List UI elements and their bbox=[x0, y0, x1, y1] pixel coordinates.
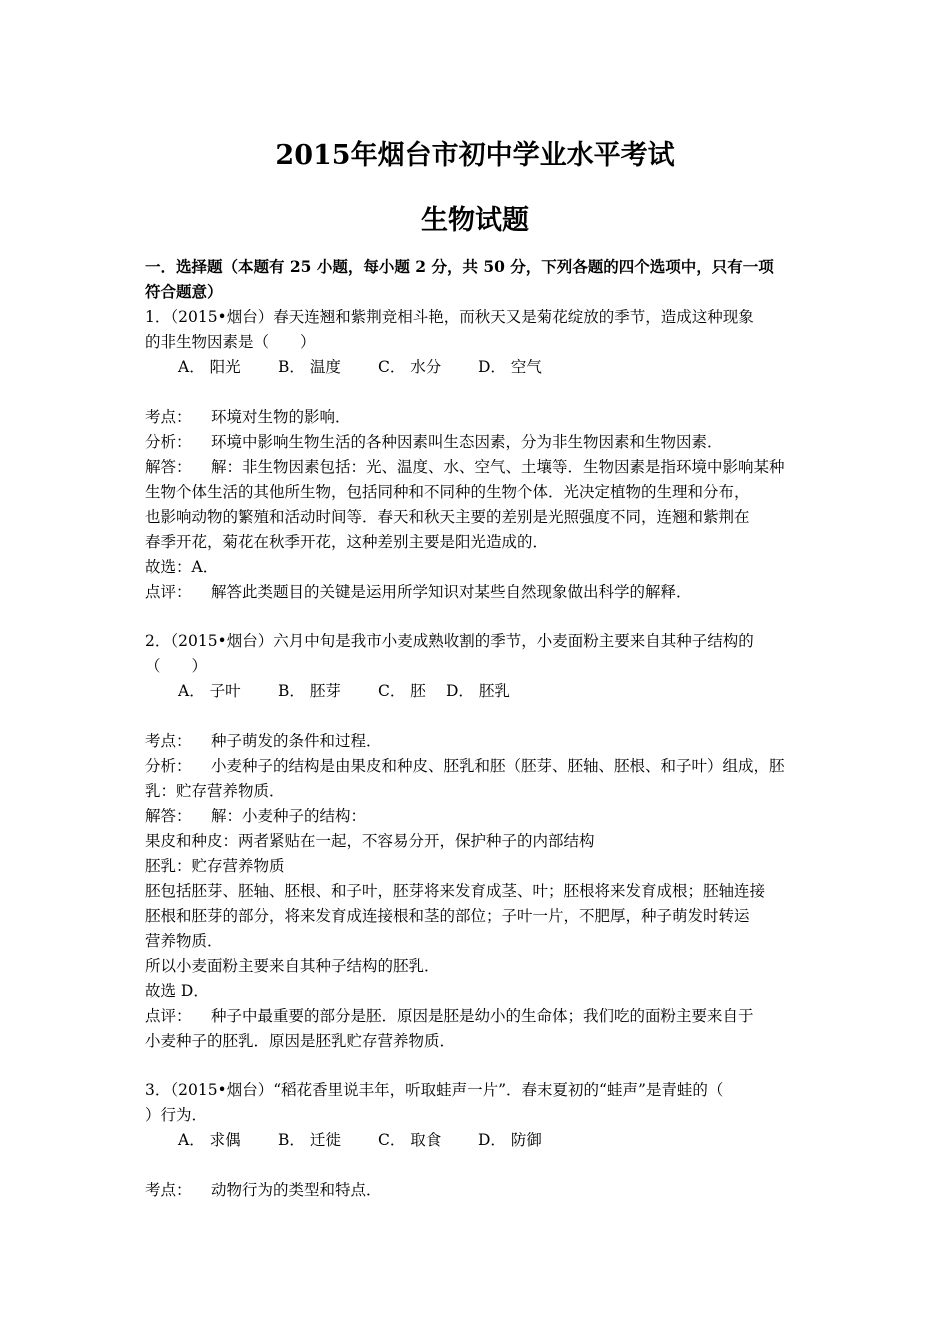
q2-jieda-label: 解答： bbox=[145, 807, 192, 825]
q1-option-c: C． 水分 bbox=[378, 358, 442, 376]
q2-jieda-line3: 胚乳：贮存营养物质 bbox=[145, 857, 285, 875]
q3-options bbox=[178, 1130, 542, 1150]
q2-jieda-line5: 胚根和胚芽的部分，将来发育成连接根和茎的部位；子叶一片，不肥厚，种子萌发时转运 bbox=[145, 907, 750, 925]
q2-option-b: B． 胚芽 bbox=[278, 682, 341, 700]
q1-options bbox=[178, 357, 542, 377]
q1-option-a: A． 阳光 bbox=[178, 358, 241, 376]
q1-kaodian bbox=[145, 407, 351, 427]
q1-fenxi-label: 分析： bbox=[145, 433, 192, 451]
section-heading-line1: 一．选择题（本题有 25 小题，每小题 2 分，共 50 分，下列各题的四个选项中，只有一项 bbox=[145, 257, 774, 276]
q2-dianping-line2: 小麦种子的胚乳．原因是胚乳贮存营养物质． bbox=[145, 1032, 456, 1050]
q1-dianping-label: 点评： bbox=[145, 583, 192, 601]
q3-option-d: D． 防御 bbox=[478, 1131, 542, 1149]
q2-fenxi-line2: 乳：贮存营养物质． bbox=[145, 782, 285, 800]
q3-stem-line1: 3．（2015•烟台）“稻花香里说丰年，听取蛙声一片”．春末夏初的“蛙声”是青蛙的（ bbox=[145, 1081, 724, 1099]
q1-jieda-line2: 生物个体生活的其他所生物，包括同种和不同种的生物个体．光决定植物的生理和分布， bbox=[145, 483, 750, 501]
q3-option-a: A． 求偶 bbox=[178, 1131, 241, 1149]
q3-kaodian-text: 动物行为的类型和特点． bbox=[211, 1181, 382, 1199]
q2-stem-line2: （ ） bbox=[145, 657, 208, 675]
q2-fenxi-label: 分析： bbox=[145, 757, 192, 775]
q3-stem-line2: ）行为． bbox=[145, 1106, 208, 1124]
section-heading-line2: 符合题意） bbox=[145, 282, 223, 301]
q2-options bbox=[178, 681, 510, 701]
q2-jieda-line1 bbox=[145, 806, 366, 826]
q1-kaodian-label: 考点： bbox=[145, 408, 192, 426]
q2-option-d: D． 胚乳 bbox=[446, 682, 510, 700]
q1-kaodian-text: 环境对生物的影响． bbox=[211, 408, 351, 426]
q2-dianping-line1 bbox=[145, 1006, 754, 1026]
q1-option-d: D． 空气 bbox=[478, 358, 542, 376]
q2-jieda-line2: 果皮和种皮：两者紧贴在一起，不容易分开，保护种子的内部结构 bbox=[145, 832, 595, 850]
q2-jieda-line6: 营养物质． bbox=[145, 932, 223, 950]
q2-kaodian-label: 考点： bbox=[145, 732, 192, 750]
q2-jieda-line7: 所以小麦面粉主要来自其种子结构的胚乳． bbox=[145, 957, 440, 975]
q1-dianping-text: 解答此类题目的关键是运用所学知识对某些自然现象做出科学的解释． bbox=[211, 583, 692, 601]
q3-option-c: C． 取食 bbox=[378, 1131, 442, 1149]
q2-dianping-text1: 种子中最重要的部分是胚．原因是胚是幼小的生命体；我们吃的面粉主要来自于 bbox=[211, 1007, 754, 1025]
q1-answer: 故选：A． bbox=[145, 558, 219, 576]
q3-option-b: B． 迁徙 bbox=[278, 1131, 341, 1149]
q2-fenxi-line1 bbox=[145, 756, 785, 776]
q1-fenxi-text: 环境中影响生物生活的各种因素叫生态因素，分为非生物因素和生物因素． bbox=[211, 433, 723, 451]
q2-fenxi-text1: 小麦种子的结构是由果皮和种皮、胚乳和胚（胚芽、胚轴、胚根、和子叶）组成，胚 bbox=[211, 757, 785, 775]
q1-fenxi bbox=[145, 432, 723, 452]
q1-stem-line2: 的非生物因素是（ ） bbox=[145, 333, 316, 351]
q2-kaodian bbox=[145, 731, 382, 751]
q1-jieda-label: 解答： bbox=[145, 458, 192, 476]
q2-answer: 故选 D． bbox=[145, 982, 209, 1000]
q2-jieda-text1: 解：小麦种子的结构： bbox=[211, 807, 367, 825]
q3-kaodian bbox=[145, 1180, 382, 1200]
q2-jieda-line4: 胚包括胚芽、胚轴、胚根、和子叶，胚芽将来发育成茎、叶；胚根将来发育成根；胚轴连接 bbox=[145, 882, 766, 900]
q1-jieda-line4: 春季开花，菊花在秋季开花，这种差别主要是阳光造成的． bbox=[145, 533, 549, 551]
exam-title: 2015年烟台市初中学业水平考试 bbox=[275, 140, 675, 171]
q1-option-b: B． 温度 bbox=[278, 358, 341, 376]
subject-title: 生物试题 bbox=[421, 205, 529, 236]
q2-stem-line1: 2．（2015•烟台）六月中旬是我市小麦成熟收割的季节，小麦面粉主要来自其种子结构的 bbox=[145, 632, 754, 650]
q2-dianping-label: 点评： bbox=[145, 1007, 192, 1025]
q1-jieda-text1: 解：非生物因素包括：光、温度、水、空气、土壤等．生物因素是指环境中影响某种 bbox=[211, 458, 785, 476]
q1-dianping bbox=[145, 582, 692, 602]
q3-kaodian-label: 考点： bbox=[145, 1181, 192, 1199]
q1-jieda-line1 bbox=[145, 457, 785, 477]
q1-jieda-line3: 也影响动物的繁殖和活动时间等．春天和秋天主要的差别是光照强度不同，连翘和紫荆在 bbox=[145, 508, 750, 526]
q2-option-a: A． 子叶 bbox=[178, 682, 241, 700]
q1-stem-line1: 1．（2015•烟台）春天连翘和紫荆竞相斗艳，而秋天又是菊花绽放的季节，造成这种现象 bbox=[145, 308, 754, 326]
q2-kaodian-text: 种子萌发的条件和过程． bbox=[211, 732, 382, 750]
q2-option-c: C． 胚 bbox=[378, 682, 426, 700]
